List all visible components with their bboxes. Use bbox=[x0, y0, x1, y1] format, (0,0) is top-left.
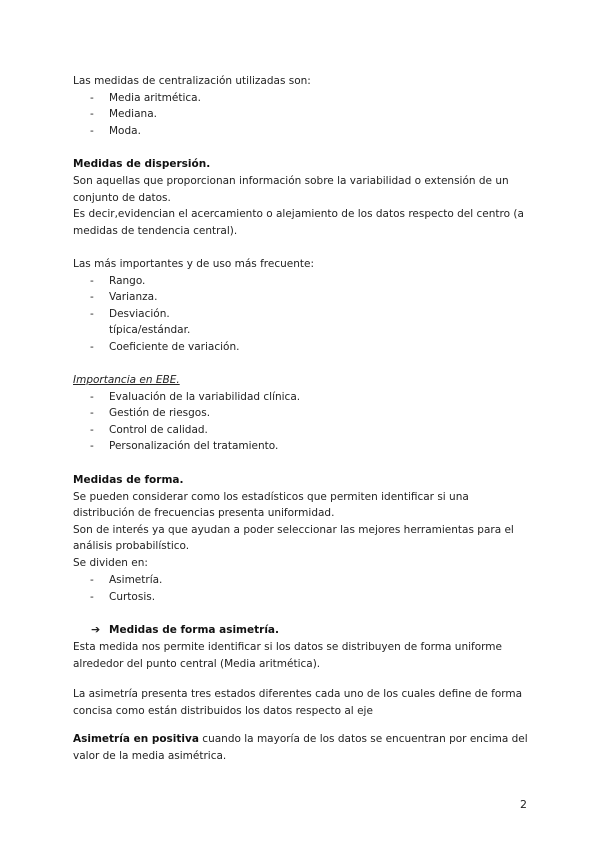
list-dash: - bbox=[90, 92, 94, 104]
paragraph-line: concisa como están distribuidos los datos respecto al eje bbox=[73, 705, 373, 717]
paragraph-line: Las más importantes y de uso más frecuente: bbox=[73, 258, 314, 270]
list-item: Gestión de riesgos. bbox=[109, 407, 211, 419]
list-item: Rango. bbox=[109, 275, 146, 287]
list-item: Media aritmética. bbox=[109, 92, 201, 104]
list-item: Moda. bbox=[109, 125, 141, 137]
section-heading-forma: Medidas de forma. bbox=[73, 474, 184, 486]
list-item: Coeficiente de variación. bbox=[109, 341, 240, 353]
list-item: Asimetría. bbox=[109, 574, 163, 586]
arrow-bullet-icon: ➔ bbox=[91, 623, 101, 636]
paragraph-line: valor de la media asimétrica. bbox=[73, 750, 227, 762]
paragraph-line-asimetria-positiva bbox=[73, 733, 528, 746]
paragraph-line: distribución de frecuencias presenta uniformidad. bbox=[73, 507, 335, 519]
section-heading-asimetria: Medidas de forma asimetría. bbox=[109, 624, 279, 636]
paragraph-line: Esta medida nos permite identificar si los datos se distribuyen de forma uniforme bbox=[73, 641, 502, 653]
list-dash: - bbox=[90, 341, 94, 353]
list-dash: - bbox=[90, 424, 94, 436]
list-dash: - bbox=[90, 275, 94, 287]
paragraph-line: alrededor del punto central (Media aritmética). bbox=[73, 658, 321, 670]
subsection-heading-ebe: Importancia en EBE. bbox=[73, 374, 180, 386]
centralizacion-intro: Las medidas de centralización utilizadas son: bbox=[73, 75, 311, 87]
section-heading-dispersion: Medidas de dispersión. bbox=[73, 158, 211, 170]
paragraph-line: Se pueden considerar como los estadísticos que permiten identificar si una bbox=[73, 491, 469, 503]
list-dash: - bbox=[90, 407, 94, 419]
bold-term: Asimetría en positiva bbox=[73, 733, 199, 745]
list-item: Control de calidad. bbox=[109, 424, 208, 436]
list-dash: - bbox=[90, 440, 94, 452]
list-item: Mediana. bbox=[109, 108, 157, 120]
paragraph-line: Son de interés ya que ayudan a poder seleccionar las mejores herramientas para el bbox=[73, 524, 514, 536]
paragraph-line: La asimetría presenta tres estados diferentes cada uno de los cuales define de forma bbox=[73, 688, 523, 700]
paragraph-line: Se dividen en: bbox=[73, 557, 148, 569]
paragraph-line: Son aquellas que proporcionan información sobre la variabilidad o extensión de un bbox=[73, 175, 509, 187]
list-dash: - bbox=[90, 108, 94, 120]
page-number: 2 bbox=[520, 798, 527, 811]
list-dash: - bbox=[90, 291, 94, 303]
list-dash: - bbox=[90, 391, 94, 403]
list-dash: - bbox=[90, 574, 94, 586]
paragraph-line: medidas de tendencia central). bbox=[73, 225, 238, 237]
list-item: Varianza. bbox=[109, 291, 158, 303]
paragraph-text: cuando la mayoría de los datos se encuentran por encima del bbox=[198, 733, 528, 745]
list-item: Desviación. bbox=[109, 308, 170, 320]
list-item-continuation: típica/estándar. bbox=[109, 324, 191, 336]
paragraph-line: análisis probabilístico. bbox=[73, 540, 190, 552]
list-dash: - bbox=[90, 125, 94, 137]
paragraph-line: Es decir,evidencian el acercamiento o alejamiento de los datos respecto del centro (a bbox=[73, 208, 524, 220]
list-item: Evaluación de la variabilidad clínica. bbox=[109, 391, 301, 403]
list-dash: - bbox=[90, 591, 94, 603]
list-item: Personalización del tratamiento. bbox=[109, 440, 279, 452]
list-dash: - bbox=[90, 308, 94, 320]
paragraph-line: conjunto de datos. bbox=[73, 192, 171, 204]
list-item: Curtosis. bbox=[109, 591, 156, 603]
